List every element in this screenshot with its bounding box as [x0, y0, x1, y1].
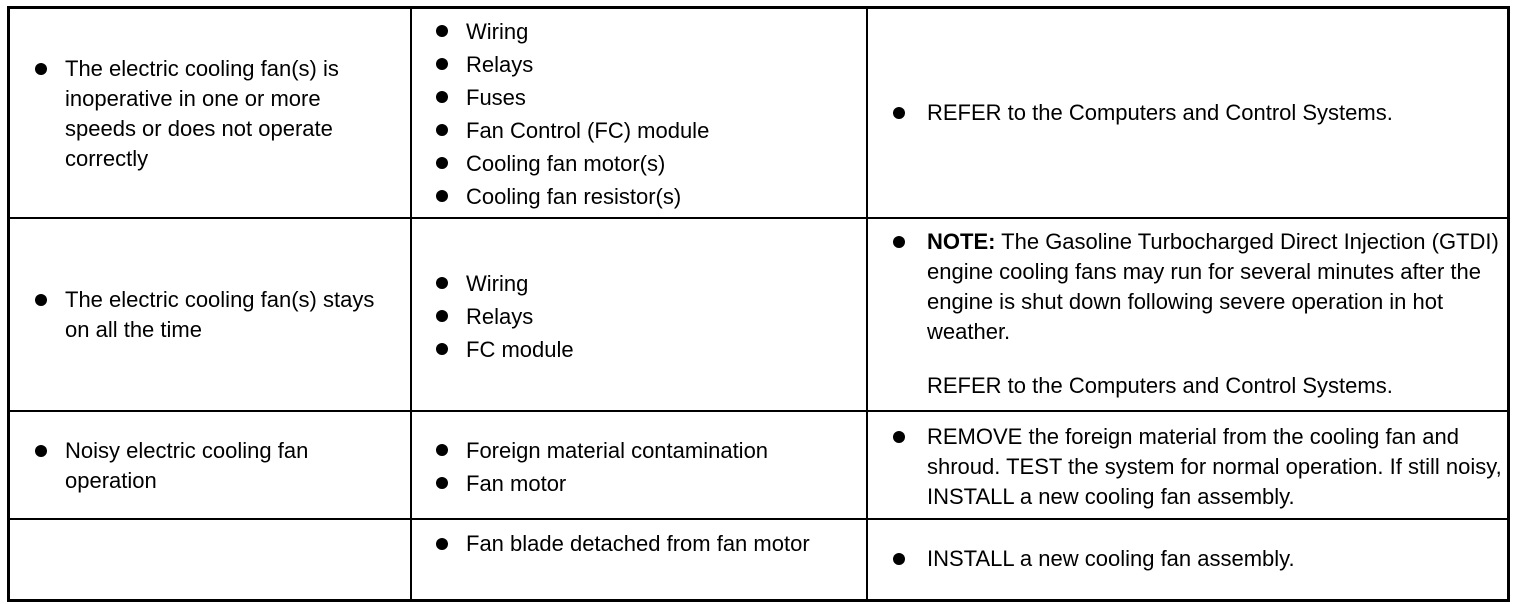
condition-text: The electric cooling fan(s) is inoperative in one or more speeds or does not operate correctly	[35, 54, 395, 174]
note-paragraph	[893, 227, 1503, 347]
table-row-1-condition	[35, 54, 395, 174]
table-row-3-action	[893, 422, 1503, 512]
row-divider	[10, 518, 1507, 520]
column-divider	[410, 9, 412, 599]
list-item: Wiring	[436, 15, 856, 48]
table-row-2-sources	[436, 267, 856, 366]
condition-text: Noisy electric cooling fan operation	[35, 436, 395, 496]
action-text: INSTALL a new cooling fan assembly.	[893, 544, 1493, 574]
list-item: Relays	[436, 48, 856, 81]
symptom-chart-table	[7, 6, 1510, 602]
table-row-3-condition	[35, 436, 395, 496]
list-item: Wiring	[436, 267, 856, 300]
action-text: REFER to the Computers and Control Systems.	[893, 98, 1493, 128]
list-item: Cooling fan motor(s)	[436, 147, 856, 180]
row-divider	[10, 410, 1507, 412]
list-item: Fuses	[436, 81, 856, 114]
row-divider	[10, 217, 1507, 219]
action-text: REFER to the Computers and Control Systems.	[927, 373, 1393, 398]
list-item: Foreign material contamination	[436, 434, 856, 467]
note-text: The Gasoline Turbocharged Direct Injection (GTDI) engine cooling fans may run for several minutes after the engine is shut down following severe operation in hot weather.	[927, 229, 1499, 344]
table-row-1-action	[893, 98, 1493, 128]
list-item: Fan Control (FC) module	[436, 114, 856, 147]
table-row-1-sources	[436, 15, 856, 213]
column-divider	[866, 9, 868, 599]
action-text: REMOVE the foreign material from the cooling fan and shroud. TEST the system for normal operation. If still noisy, INSTALL a new cooling fan assembly.	[893, 422, 1503, 512]
table-row-2-condition	[35, 285, 395, 345]
list-item: Fan motor	[436, 467, 856, 500]
table-row-4-sources	[436, 529, 856, 559]
table-row-3-sources	[436, 434, 856, 500]
table-row-2-action	[893, 227, 1503, 401]
note-label: NOTE:	[927, 229, 996, 254]
list-item: Fan blade detached from fan motor	[436, 529, 856, 559]
table-row-4-action	[893, 544, 1493, 574]
condition-text: The electric cooling fan(s) stays on all the time	[35, 285, 395, 345]
list-item: Relays	[436, 300, 856, 333]
list-item: Cooling fan resistor(s)	[436, 180, 856, 213]
list-item: FC module	[436, 333, 856, 366]
